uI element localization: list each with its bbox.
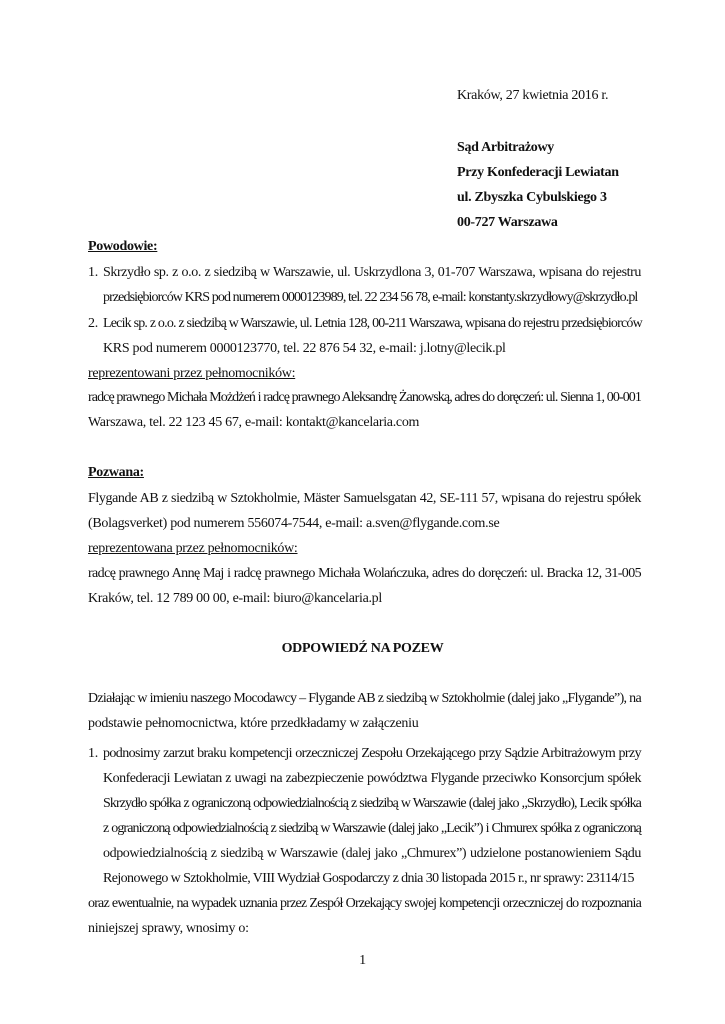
recipient-line-3: ul. Zbyszka Cybulskiego 3 [457,190,607,205]
page-number: 1 [359,953,366,968]
defendant-representation-line-1: radcę prawnego Annę Maj i radcę prawnego Michała Wolańczuka, adres do doręczeń: ul. Bracka 12, 31-005 [88,566,641,581]
document-date: Kraków, 27 kwietnia 2016 r. [457,88,609,103]
point-1-line-4: z ograniczoną odpowiedzialnością z siedzibą w Warszawie (dalej jako „Lecik”) i Chmurex spółka z ograniczoną [103,821,641,836]
point-1-line-5: odpowiedzialnością z siedzibą w Warszawie (dalej jako „Chmurex”) udzielone postanowieniem Sądu [103,846,641,861]
plaintiff-2-line-2: KRS pod numerem 0000123770, tel. 22 876 54 32, e-mail: j.lotny@lecik.pl [103,341,506,356]
plaintiff-2-number: 2. [88,316,98,331]
plaintiffs-representation-label: reprezentowani przez pełnomocników: [88,366,296,381]
defendant-line-1: Flygande AB z siedzibą w Sztokholmie, Mäster Samuelsgatan 42, SE-111 57, wpisana do rejestru spółek [88,491,641,506]
point-1-line-6: Rejonowego w Sztokholmie, VIII Wydział Gospodarczy z dnia 30 listopada 2015 r., nr sprawy: 23114/15 [103,871,634,886]
defendant-representation-line-2: Kraków, tel. 12 789 00 00, e-mail: biuro@kancelaria.pl [88,591,382,606]
defendant-line-2: (Bolagsverket) pod numerem 556074-7544, e-mail: a.sven@flygande.com.se [88,516,500,531]
defendant-representation-label: reprezentowana przez pełnomocników: [88,541,298,556]
plaintiffs-heading: Powodowie: [88,239,158,254]
outro-line-1: oraz ewentualnie, na wypadek uznania przez Zespół Orzekający swojej kompetencji orzeczniczej do rozpoznania [88,896,641,911]
plaintiff-1-line-1: Skrzydło sp. z o.o. z siedzibą w Warszawie, ul. Uskrzydlona 3, 01-707 Warszawa, wpisana do rejestru [103,265,641,280]
plaintiffs-representation-line-2: Warszawa, tel. 22 123 45 67, e-mail: kontakt@kancelaria.com [88,415,420,430]
intro-line-2: podstawie pełnomocnictwa, które przedkładamy w załączeniu [88,716,419,731]
intro-line-1: Działając w imieniu naszego Mocodawcy – Flygande AB z siedzibą w Sztokholmie (dalej jako „Flygande”), na [88,691,641,706]
defendant-heading: Pozwana: [88,465,144,480]
point-1-line-2: Konfederacji Lewiatan z uwagi na zabezpieczenie powództwa Flygande przeciwko Konsorcjum spółek [103,771,641,786]
recipient-line-1: Sąd Arbitrażowy [457,140,555,155]
recipient-line-4: 00-727 Warszawa [457,215,558,230]
plaintiff-1-line-2: przedsiębiorców KRS pod numerem 0000123989, tel. 22 234 56 78, e-mail: konstanty.skrzydłowy@skrzydło.pl [103,290,638,305]
point-1-number: 1. [88,746,98,761]
point-1-line-1: podnosimy zarzut braku kompetencji orzeczniczej Zespołu Orzekającego przy Sądzie Arbitrażowym przy [103,746,641,761]
point-1-line-3: Skrzydło spółka z ograniczoną odpowiedzialnością z siedzibą w Warszawie (dalej jako „Skrzydło), Lecik spółka [103,796,641,811]
plaintiff-1-number: 1. [88,265,98,280]
plaintiffs-representation-line-1: radcę prawnego Michała Możdżeń i radcę prawnego Aleksandrę Żanowską, adres do doręczeń: ul. Sienna 1, 00-001 [88,390,641,405]
recipient-line-2: Przy Konfederacji Lewiatan [457,165,619,180]
plaintiff-2-line-1: Lecik sp. z o.o. z siedzibą w Warszawie, ul. Letnia 128, 00-211 Warszawa, wpisana do rejestru przedsiębiorców [103,316,642,331]
document-title: ODPOWIEDŹ NA POZEW [281,641,444,656]
outro-line-2: niniejszej sprawy, wnosimy o: [88,921,249,936]
